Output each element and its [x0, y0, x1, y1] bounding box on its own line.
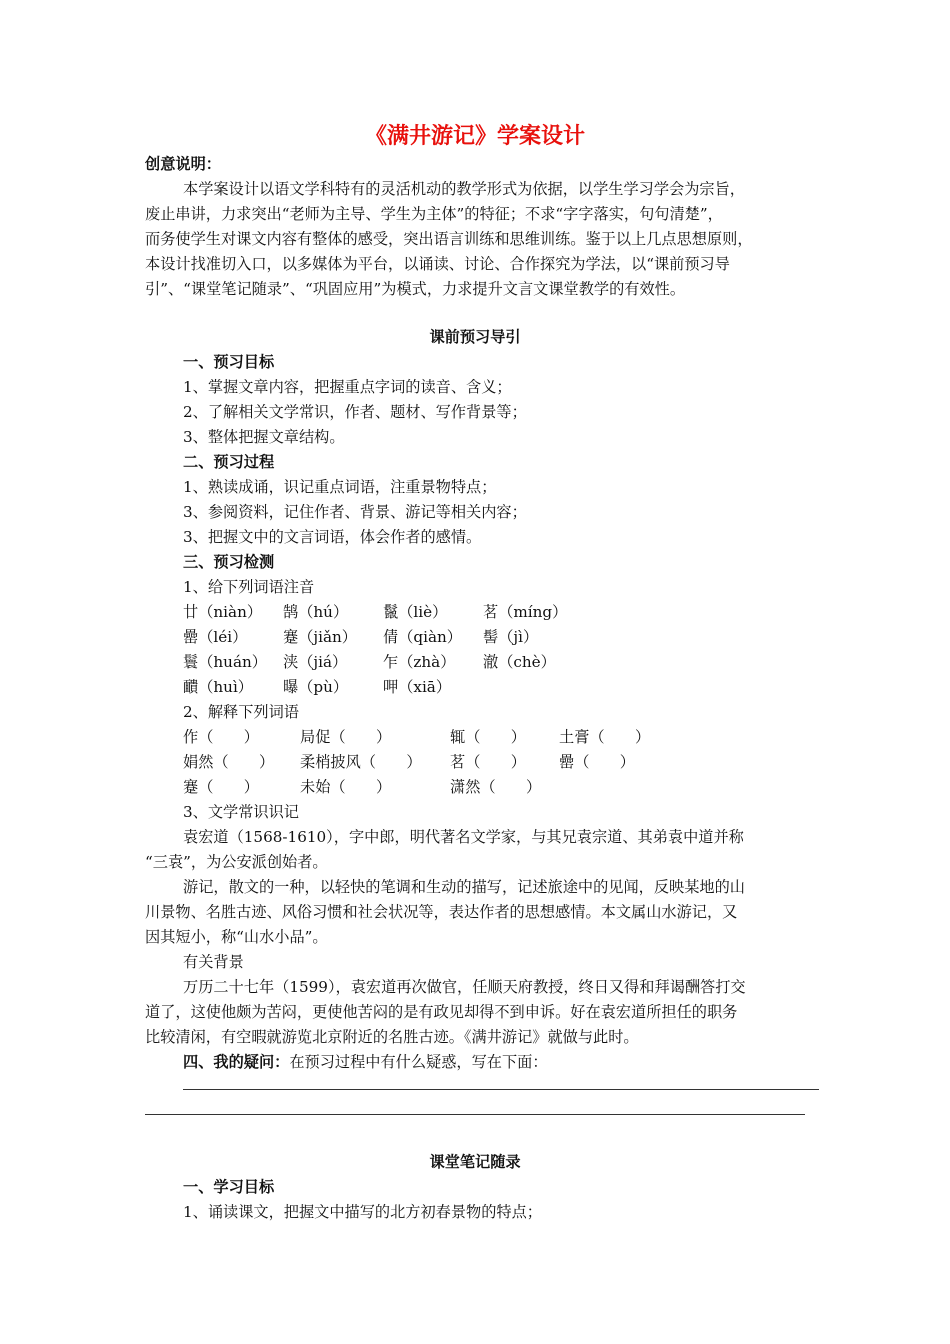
question-prompt — [183, 1051, 548, 1073]
travel-note-line: 因其短小，称“山水小品”。 — [145, 928, 328, 946]
travel-note-line: 游记，散文的一种，以轻快的笔调和生动的描写，记述旅途中的见闻，反映某地的山 — [183, 878, 745, 896]
background-line: 比较清闲，有空暇就游览北京附近的名胜古迹。《满井游记》就做与此时。 — [145, 1028, 639, 1046]
document-title: 《满井游记》学案设计 — [364, 124, 585, 149]
pinyin-cell: 髻（jì） — [483, 628, 539, 646]
preview-process-item: 1、熟读成诵，识记重点词语，注重景物特点； — [183, 478, 497, 496]
answer-line[interactable] — [145, 1114, 805, 1115]
preview-section-heading: 课前预习导引 — [429, 328, 521, 346]
explain-cell: 未始（ ） — [300, 778, 392, 796]
explain-cell: 作（ ） — [183, 728, 259, 746]
preview-process-heading: 二、预习过程 — [183, 453, 275, 471]
explain-cell: 潇然（ ） — [450, 778, 542, 796]
intro-line: 引”、“课堂笔记随录”、“巩固应用”为模式，力求提升文言文课堂教学的有效性。 — [145, 280, 686, 298]
preview-goal-item: 2、了解相关文学常识，作者、题材、写作背景等； — [183, 403, 527, 421]
pinyin-cell: 鬟（huán） — [183, 653, 267, 671]
literature-heading: 3、文学常识识记 — [183, 803, 299, 821]
answer-line[interactable] — [183, 1089, 819, 1090]
preview-goals-heading: 一、预习目标 — [183, 353, 275, 371]
background-heading: 有关背景 — [183, 953, 244, 971]
intro-line: 而务使学生对课文内容有整体的感受，突出语言训练和思维训练。鉴于以上几点思想原则， — [145, 230, 753, 248]
intro-line: 废止串讲，力求突出“老师为主导、学生为主体”的特征；不求“字字落实，句句清楚”， — [145, 205, 723, 223]
explain-exercise-heading: 2、解释下列词语 — [183, 703, 299, 721]
classroom-goals-heading: 一、学习目标 — [183, 1178, 275, 1196]
pinyin-cell: 呷（xiā） — [383, 678, 452, 696]
preview-goal-item: 3、整体把握文章结构。 — [183, 428, 345, 446]
intro-line: 本设计找准切入口，以多媒体为平台，以诵读、讨论、合作探究为学法，以“课前预习导 — [145, 255, 730, 273]
pinyin-cell: 罍（léi） — [183, 628, 248, 646]
pinyin-cell: 浃（jiá） — [283, 653, 348, 671]
explain-cell: 土膏（ ） — [559, 728, 651, 746]
explain-cell: 蹇（ ） — [183, 778, 259, 796]
preview-process-item: 3、参阅资料，记住作者、背景、游记等相关内容； — [183, 503, 527, 521]
pinyin-cell: 蹇（jiǎn） — [283, 628, 357, 646]
author-line: 袁宏道（1568-1610），字中郎，明代著名文学家，与其兄袁宗道、其弟袁中道并称 — [183, 828, 744, 846]
pinyin-cell: 倩（qiàn） — [383, 628, 462, 646]
pinyin-cell: 鬣（liè） — [383, 603, 448, 621]
explain-cell: 娟然（ ） — [183, 753, 275, 771]
explain-cell: 柔梢披风（ ） — [300, 753, 422, 771]
pinyin-cell: 澈（chè） — [483, 653, 556, 671]
pinyin-exercise-heading: 1、给下列词语注音 — [183, 578, 315, 596]
pinyin-cell: 鹄（hú） — [283, 603, 349, 621]
explain-cell: 辄（ ） — [450, 728, 526, 746]
preview-check-heading: 三、预习检测 — [183, 553, 275, 571]
background-line: 万历二十七年（1599），袁宏道再次做官，任顺天府教授，终日又得和拜谒酬答打交 — [183, 978, 746, 996]
intro-heading: 创意说明： — [145, 155, 221, 173]
preview-process-item: 3、把握文中的文言词语，体会作者的感情。 — [183, 528, 482, 546]
explain-cell: 茗（ ） — [450, 753, 526, 771]
question-text: 在预习过程中有什么疑惑，写在下面： — [289, 1053, 548, 1071]
explain-cell: 局促（ ） — [300, 728, 392, 746]
author-line: “三袁”，为公安派创始者。 — [145, 853, 328, 871]
pinyin-cell: 廿（niàn） — [183, 603, 263, 621]
classroom-goal-item: 1、诵读课文，把握文中描写的北方初春景物的特点； — [183, 1203, 542, 1221]
question-heading: 四、我的疑问： — [183, 1053, 290, 1071]
pinyin-cell: 靧（huì） — [183, 678, 253, 696]
classroom-section-heading: 课堂笔记随录 — [429, 1153, 521, 1171]
travel-note-line: 川景物、名胜古迹、风俗习惯和社会状况等，表达作者的思想感情。本文属山水游记，又 — [145, 903, 738, 921]
preview-goal-item: 1、掌握文章内容，把握重点字词的读音、含义； — [183, 378, 512, 396]
pinyin-cell: 乍（zhà） — [383, 653, 456, 671]
explain-cell: 罍（ ） — [559, 753, 635, 771]
pinyin-cell: 曝（pù） — [283, 678, 349, 696]
intro-line: 本学案设计以语文学科特有的灵活机动的教学形式为依据，以学生学习学会为宗旨， — [183, 180, 745, 198]
background-line: 道了，这使他颇为苦闷，更使他苦闷的是有政见却得不到申诉。好在袁宏道所担任的职务 — [145, 1003, 738, 1021]
pinyin-cell: 茗（míng） — [483, 603, 568, 621]
